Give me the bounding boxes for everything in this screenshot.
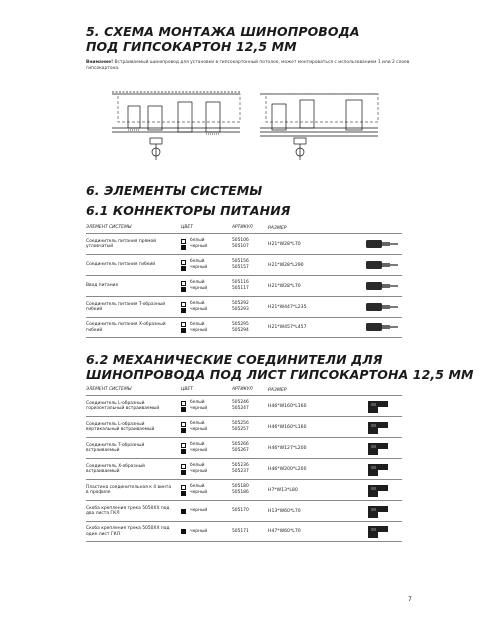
element-size: H46*W200*L200 bbox=[268, 466, 307, 472]
element-colors bbox=[181, 238, 232, 250]
power-connectors-table bbox=[86, 223, 402, 338]
element-articles bbox=[232, 301, 268, 313]
element-image bbox=[352, 522, 402, 541]
element-size: H7*W13*L80 bbox=[268, 487, 298, 493]
mounting-diagrams bbox=[110, 86, 380, 166]
element-colors bbox=[181, 463, 232, 475]
article-2: 505157 bbox=[232, 265, 249, 270]
element-name: Скоба крепления трека 5050XX под один лист ГКЛ bbox=[86, 526, 170, 537]
element-image bbox=[352, 439, 402, 458]
element-name: Соединитель L-образный горизонтальный встраиваемый bbox=[86, 400, 160, 411]
connector-thumbnail-icon bbox=[352, 481, 402, 500]
black-swatch bbox=[181, 328, 186, 333]
element-image bbox=[352, 481, 402, 500]
color-black: черный bbox=[190, 327, 208, 333]
section6-2-title-line2: ШИНОПРОВОДА ПОД ЛИСТ ГИПСОКАРТОНА 12,5 ММ bbox=[86, 367, 474, 382]
element-articles bbox=[232, 421, 268, 433]
element-size: H47*W60*L70 bbox=[268, 529, 301, 534]
element-name: Пластина соединительная к 4 винта в профиле bbox=[86, 484, 172, 495]
color-white: белый bbox=[190, 421, 205, 426]
table-row bbox=[86, 458, 402, 479]
color-black: черный bbox=[190, 406, 208, 411]
header-element: ЭЛЕМЕНТ СИСТЕМЫ bbox=[86, 387, 132, 393]
element-colors bbox=[181, 280, 232, 292]
element-image bbox=[352, 502, 402, 521]
color-white: белый bbox=[190, 400, 205, 405]
element-size: H46*W160*L160 bbox=[268, 403, 307, 409]
element-size: H46*W127*L200 bbox=[268, 445, 307, 451]
element-size: H21*W457*L457 bbox=[268, 325, 307, 330]
article-1: 505116 bbox=[232, 280, 249, 285]
article-2: 505294 bbox=[232, 327, 249, 333]
article-2: 505186 bbox=[232, 490, 249, 495]
element-colors bbox=[181, 484, 232, 496]
element-articles bbox=[232, 484, 268, 496]
article-1: 505106 bbox=[232, 238, 249, 243]
black-swatch bbox=[181, 266, 186, 271]
table-row bbox=[86, 233, 402, 254]
header-article: АРТИКУЛ bbox=[232, 387, 253, 392]
white-swatch bbox=[181, 443, 186, 448]
section6-2-title-line1: 6.2 МЕХАНИЧЕСКИЕ СОЕДИНИТЕЛИ ДЛЯ bbox=[86, 352, 383, 367]
element-size: H21*W28*L70 bbox=[268, 241, 301, 247]
element-name: Соединитель питания гибкий bbox=[86, 262, 156, 268]
white-swatch bbox=[181, 464, 186, 469]
article-1: 505246 bbox=[232, 400, 249, 405]
connector-thumbnail-icon bbox=[352, 256, 402, 275]
element-image bbox=[352, 460, 402, 479]
table-row bbox=[86, 521, 402, 542]
element-name: Соединитель питания прямой угловчатый bbox=[86, 238, 156, 249]
element-colors bbox=[181, 508, 232, 514]
element-colors bbox=[181, 400, 232, 412]
color-black: черный bbox=[190, 286, 208, 291]
element-image bbox=[352, 277, 402, 296]
header-size: РАЗМЕР bbox=[268, 225, 287, 231]
table-row bbox=[86, 296, 402, 317]
element-colors bbox=[181, 322, 232, 334]
element-colors bbox=[181, 259, 232, 271]
connector-thumbnail-icon bbox=[352, 502, 402, 521]
article-2: 505170 bbox=[232, 508, 249, 513]
connector-thumbnail-icon bbox=[352, 439, 402, 458]
article-2: 505107 bbox=[232, 244, 249, 249]
article-1: 505156 bbox=[232, 259, 249, 264]
section6-1-title: 6.1 КОННЕКТОРЫ ПИТАНИЯ bbox=[86, 203, 291, 218]
element-name: Ввод питания bbox=[86, 283, 119, 289]
element-image bbox=[352, 418, 402, 437]
element-articles bbox=[232, 508, 268, 514]
note-text: Встраиваемый шинопровод для установки в гипсокартонный потолок, может монтироваться с использованием 1 или 2 слоев гипсокартона. bbox=[86, 60, 410, 71]
section5-title-line1: 5. СХЕМА МОНТАЖА ШИНОПРОВОДА bbox=[86, 24, 360, 39]
connector-thumbnail-icon bbox=[352, 235, 402, 254]
color-white: белый bbox=[190, 280, 205, 285]
element-image bbox=[352, 256, 402, 275]
element-size: H21*W447*L235 bbox=[268, 304, 307, 310]
color-white: белый bbox=[190, 442, 205, 447]
article-2: 505257 bbox=[232, 427, 249, 432]
element-size: H21*W28*L290 bbox=[268, 262, 304, 268]
color-white: белый bbox=[190, 259, 205, 264]
header-article: АРТИКУЛ bbox=[232, 225, 253, 230]
connector-thumbnail-icon bbox=[352, 522, 402, 541]
black-swatch bbox=[181, 428, 186, 433]
table-row bbox=[86, 500, 402, 521]
article-1: 505256 bbox=[232, 421, 249, 426]
white-swatch bbox=[181, 322, 186, 327]
connector-thumbnail-icon bbox=[352, 298, 402, 317]
element-name: Соединитель X-образный встраиваемый bbox=[86, 463, 145, 474]
white-swatch bbox=[181, 302, 186, 307]
element-image bbox=[352, 397, 402, 416]
element-name: Соединитель T-образный встраиваемый bbox=[86, 442, 145, 453]
table-row bbox=[86, 395, 402, 416]
color-black: черный bbox=[190, 448, 208, 453]
table-row bbox=[86, 479, 402, 500]
table-header bbox=[86, 223, 402, 233]
element-articles bbox=[232, 322, 268, 334]
element-colors bbox=[181, 301, 232, 313]
element-articles bbox=[232, 463, 268, 475]
black-swatch bbox=[181, 509, 186, 514]
header-element: ЭЛЕМЕНТ СИСТЕМЫ bbox=[86, 225, 132, 231]
color-white: белый bbox=[190, 301, 205, 306]
color-black: черный bbox=[190, 508, 208, 513]
white-swatch bbox=[181, 281, 186, 286]
element-image bbox=[352, 318, 402, 337]
connector-thumbnail-icon bbox=[352, 277, 402, 296]
article-2: 505267 bbox=[232, 448, 249, 453]
black-swatch bbox=[181, 470, 186, 475]
black-swatch bbox=[181, 245, 186, 250]
black-swatch bbox=[181, 529, 186, 534]
color-black: черный bbox=[190, 528, 208, 534]
black-swatch bbox=[181, 287, 186, 292]
color-white: белый bbox=[190, 484, 205, 489]
color-black: черный bbox=[190, 469, 208, 474]
article-2: 505117 bbox=[232, 286, 249, 291]
element-name: Скоба крепления трека 5050XX под два листа ГКЛ bbox=[86, 505, 170, 516]
article-1: 505266 bbox=[232, 442, 249, 447]
element-image bbox=[352, 298, 402, 317]
article-2: 505237 bbox=[232, 469, 249, 474]
element-colors bbox=[181, 442, 232, 454]
element-colors bbox=[181, 421, 232, 433]
black-swatch bbox=[181, 308, 186, 313]
color-black: черный bbox=[190, 427, 208, 432]
article-2: 505293 bbox=[232, 307, 249, 312]
color-white: белый bbox=[190, 463, 205, 468]
element-articles bbox=[232, 259, 268, 271]
element-size: H46*W160*L160 bbox=[268, 424, 307, 430]
black-swatch bbox=[181, 449, 186, 454]
article-1: 505236 bbox=[232, 463, 249, 468]
section6-title: 6. ЭЛЕМЕНТЫ СИСТЕМЫ bbox=[86, 183, 263, 198]
connector-thumbnail-icon bbox=[352, 397, 402, 416]
table-row bbox=[86, 437, 402, 458]
header-size: РАЗМЕР bbox=[268, 387, 287, 393]
connector-thumbnail-icon bbox=[352, 318, 402, 337]
header-color: ЦВЕТ bbox=[181, 225, 193, 230]
element-articles bbox=[232, 529, 268, 535]
element-articles bbox=[232, 238, 268, 250]
article-1: 505295 bbox=[232, 321, 249, 327]
white-swatch bbox=[181, 485, 186, 490]
white-swatch bbox=[181, 239, 186, 244]
article-1: 505180 bbox=[232, 484, 249, 489]
color-black: черный bbox=[190, 490, 208, 495]
table-row bbox=[86, 416, 402, 437]
section5-title-line2: ПОД ГИПСОКАРТОН 12,5 ММ bbox=[86, 39, 297, 54]
element-articles bbox=[232, 400, 268, 412]
color-white: белый bbox=[190, 321, 205, 327]
element-image bbox=[352, 235, 402, 254]
element-articles bbox=[232, 442, 268, 454]
element-name: Соединитель L-образный вертикальный встраиваемый bbox=[86, 421, 155, 432]
element-name: Соединитель питания T-образный гибкий bbox=[86, 301, 166, 312]
black-swatch bbox=[181, 491, 186, 496]
element-articles bbox=[232, 280, 268, 292]
table-row bbox=[86, 254, 402, 275]
white-swatch bbox=[181, 422, 186, 427]
mounting-note bbox=[86, 60, 416, 72]
color-black: черный bbox=[190, 265, 208, 270]
article-2: 505171 bbox=[232, 528, 249, 534]
element-size: H13*W60*L70 bbox=[268, 508, 301, 514]
connector-thumbnail-icon bbox=[352, 418, 402, 437]
white-swatch bbox=[181, 401, 186, 406]
header-color: ЦВЕТ bbox=[181, 387, 193, 392]
mechanical-connectors-table bbox=[86, 385, 402, 542]
element-size: H21*W28*L70 bbox=[268, 283, 301, 289]
table-row bbox=[86, 275, 402, 296]
page-number: 7 bbox=[408, 596, 412, 603]
connector-thumbnail-icon bbox=[352, 460, 402, 479]
white-swatch bbox=[181, 260, 186, 265]
article-1: 505292 bbox=[232, 301, 249, 306]
black-swatch bbox=[181, 407, 186, 412]
color-black: черный bbox=[190, 307, 208, 312]
table-row bbox=[86, 317, 402, 338]
color-black: черный bbox=[190, 244, 208, 249]
article-2: 505247 bbox=[232, 406, 249, 411]
element-name: Соединитель питания X-образный гибкий bbox=[86, 322, 166, 333]
color-white: белый bbox=[190, 238, 205, 243]
element-colors bbox=[181, 529, 232, 535]
note-warning: Внимание! bbox=[86, 60, 114, 65]
table-header bbox=[86, 385, 402, 395]
